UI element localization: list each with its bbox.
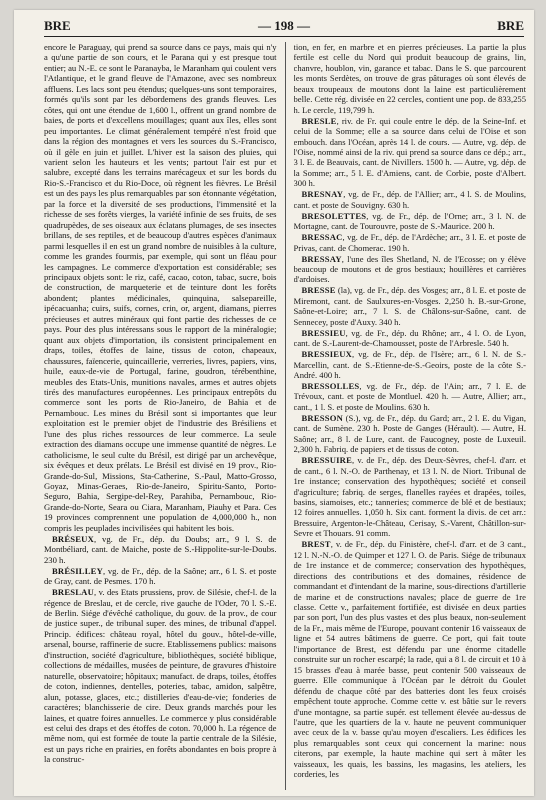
entry-headword: BRESSON: [301, 412, 344, 423]
left-column: [44, 42, 277, 790]
dictionary-entry: [294, 413, 527, 455]
page-number: — 198 —: [258, 18, 310, 33]
dictionary-entry: [294, 232, 527, 253]
entry-text: , vg. de Fr., dép. du Rhône; arr., 4 l. O. de Lyon, cant. de S.-Laurent-de-Chamousset, poste de l'Arbresle. 540 h.: [293, 327, 526, 349]
entry-text: , vg. de Fr., dép. de l'Orne; arr., 3 l. N. de Mortagne, cant. de Tourouvre, poste de S.-Maurice. 200 h.: [293, 210, 526, 232]
dictionary-entry: [294, 285, 527, 327]
dictionary-entry: [44, 534, 277, 565]
dictionary-entry: [294, 189, 527, 210]
entry-headword: BRESOLETTES: [301, 210, 367, 221]
entry-text: (S.), vg. de Fr., dép. du Gard; arr., 2 l. E. du Vigan, cant. de Sumène. 230 h. Poste de Ganges (Hérault). — Autre, H. Saône; arr., 8 l. de Lure, cant. de Faucogney, poste de Luxeuil. 2,300 h. Fabriq. de papiers et de tissus de coton.: [293, 412, 526, 455]
dictionary-entry: [294, 211, 527, 232]
entry-headword: BRESLE: [301, 115, 337, 126]
entry-headword: BRESSOLLES: [301, 381, 360, 391]
running-header: [44, 16, 524, 36]
entry-headword: BRESNAY: [301, 189, 344, 200]
paragraph-continuation: tion, en fer, en marbre et en pierres précieuses. La partie la plus fertile est celle du Nord qui produit beaucoup de grains, lin, chanvre, houblon, vin, garance et tabac. Dans le S. que parcourent les monts Serdètes, on trouve de gras pâturages où sont élevés de beaux troupeaux de moutons dont la laine est particulièrement belle. Cette rég. divisée en 22 cercles, contient une pop. de 833,255 h. Le cercle, 119,799 h.: [293, 42, 526, 115]
entry-text: , riv. de Fr. qui coule entre le dép. de la Seine-Inf. et celui de la Somme; elle a sa source dans celui de l'Oise et son embouch. dans l'Océan, après 14 l. de cours. — Autre, vg. dép. de l'Oise, nommé ainsi de la riv. qui prend sa source dans ce dép.; arr., 3 l. E. de Beauvais, cant. de Nivillers. 1500 h. — Autre, vg. dép. de la Somme; arr., 5 l. E. d'Amiens, cant. de Corbie, poste d'Albert. 300 h.: [293, 115, 526, 189]
paragraph-continuation: encore le Paraguay, qui prend sa source dans ce pays, mais qui n'y a qu'une partie de son cours, et le Parana qui y est presque tout entier; au N.-E. ce sont le Paranayba, le Maranham qui coulent vers l'Atlantique, et le grand fleuve de l'Amazone, avec ses nombreux affluens. Les lacs sont peu étendus; quelques-uns sont temporaires, formés qu'ils sont par les débordemens des grands fleuves. Les côtes, qui ont une étendue de 1,600 l., offrent un grand nombre de baies, de ports et d'excellens mouillages; quant aux îles, elles sont peu importantes. Le climat généralement tempéré n'est froid que dans la région des montagnes et vers les sources du S.-Francisco, où il gèle en juin et juillet. L'hiver est la saison des pluies, qui varient selon les hauteurs et les vents; partout l'air est pur et salubre, excepté dans les terrains marécageux et sur les bords du Rio-S.-Francisco et du Rio-Doce, où règnent les fièvres. Le Brésil est un des pays les plus remarquables par son étonnante végétation, par la force et la diversité de ses productions, l'immensité et la richesse de ses forêts vierges, la variété infinie de ses fruits, de ses quadrupèdes, de ses oiseaux aux éclatans plumages, de ses insectes brillans, de ses reptiles, et de beaucoup d'autres espèces d'animaux parmi lesquelles il en est un grand nombre de nuisibles à la culture, comme les grandes fourmis, par exemple, qui sont un fléau pour les campagnes. Le commerce d'exportation est considérable; ses principaux objets sont: le riz, café, cacao, coton, tabac, sucre, bois de construction, de marqueterie et de teinture dont les forêts abondent; plantes médicinales, quinquina, salsepareille, ipécacuanha; cuirs, suifs, cornes, crin, or, argent, diamans, pierres précieuses et autres minéraux qui font partie des richesses de ce pays. Pour des plus intéressans sous le rapport de la minéralogie; quant aux objets d'importation, ils consistent principalement en draps, toiles, étoffes de laine, tissus de coton, chapeaux, chaussures, faïencerie, quincaillerie, verreries, livres, papiers, vins, huile, eaux-de-vie de Portugal, farine, goudron, térébenthine, meubles des Etats-Unis, munitions navales, armes et autres objets tirés des manufactures européennes. Les principaux entrepôts du commerce sont les ports de Rio-Janeiro, de Bahia et de Pernambouc. Les mines du Brésil sont si importantes que leur exploitation est le premier objet de l'industrie des Brésiliens et l'une des plus riches ressources de leur commerce. La seule extraction des diamans occupe une immense quantité de nègres. Le catholicisme, le seul culte du Brésil, est dirigé par un archevêque, six évêques et deux prélats. Le Brésil est divisé en 19 prov., Rio-Grande-do-Sul, Missions, Sta-Catherine, S.-Paul, Matto-Grosso, Goyaz, Minas-Geraes, Rio-de-Janeiro, Spiritu-Santo, Porto-Seguro, Bahia, Sergipe-del-Rey, Parahiba, Pernambouc, Rio-Grande-do-Norte, Seara ou Ciara, Maranham, Piauhy et Para. Ces 19 provinces comprennent une population de 4,000,000 h., non compris les peuplades incivilisées qui habitent les bois.: [44, 42, 277, 533]
header-left-keyword: BRE: [44, 18, 71, 33]
dictionary-entry: [44, 566, 277, 587]
entry-headword: BRESSAC: [301, 232, 343, 243]
entry-headword: BRESSAY: [301, 253, 342, 264]
right-column: [294, 42, 527, 790]
entry-headword: BRÉSILLEY: [52, 565, 103, 576]
entry-text: , vg. de Fr., dép. de l'Allier; arr., 4 l. S. de Moulins, cant. et poste de Souvigny. 630 h.: [293, 189, 526, 210]
entry-text: , vg. de Fr., dép. du Doubs; arr., 9 l. S. de Montbéliard, cant. de Maiche, poste de S.-Hippolite-sur-le-Doubs. 230 h.: [44, 533, 277, 565]
dictionary-entry: [294, 349, 527, 380]
entry-text: , v. des Etats prussiens, prov. de Silésie, chef-l. de la régence de Breslau, et de cercle, rive gauche de l'Oder, 70 l. S.-E. de Berlin. Siége d'évêché catholique, du gouv. de la prov., de cour de justice super., de tribunal super. des mines, de tribunal d'appel. Princip. édifices: château royal, hôtel du gouv., hôtel-de-ville, arsenal, bourse, raffinerie de sucre. Etablissemens publics: maisons d'instruction, société d'agriculture, bibliothèques, société biblique, collections de médailles, musées de peinture, de gravures d'histoire naturelle, observatoire; hôpitaux; manufact. de draps, toiles, étoffes de coton, indiennes, dentelles, poteries, tabac, amidon, salpêtre, alun, potasse, glaces, etc.; distilleries d'eau-de-vie; fonderies de caractères; blanchisserie de cire. Deux grands marchés pour les laines, et quatre foires annuelles. Le commerce y plus considérable est celui des draps et des étoffes de coton. 70,000 h. La régence de même nom, qui est formée de toute la partie centrale de la Silésie, est un pays riche en prairies, en forêts abondantes en bois propre à la construc-: [44, 587, 277, 765]
entry-text: , vg. de Fr., dép. de l'Isère; arr., 6 l. N. de S.-Marcellin, cant. de S.-Etienne-de-S.-Geoirs, poste de la côte S.-André. 400 h.: [293, 349, 526, 381]
entry-headword: BRESSIEU: [301, 327, 346, 338]
entry-text: , v. de Fr., dép. du Finistère, chef-l. d'arr. et de 3 cant., 12 l. N.-N.-O. de Quimper et 127 l. O. de Paris. Siége de tribunaux de 1re instance et de commerce; conservation des hypothèques, directions des contributions et des domaines, résidence de commandant et d'intendant de la marine, sous-directions d'artillerie de marine et de constructions navales; place de guerre de 1re classe. Cette v., parfaitement fortifiée, est divisée en deux parties par son port, l'un des plus vastes et des plus beaux, non-seulement de la Fr., mais même de l'Europe, pouvant contenir 16 vaisseaux de ligne et 54 autres bâtimens de guerre. Ce port, qui fait toute l'importance de Brest, est défendu par une énorme citadelle construite sur un rocher escarpé; la rade, qui a 8 l. de circuit et 10 à 15 brasses d'eau à marée basse, peut contenir 500 vaisseaux de guerre. Elle communique à l'Océan par le détroit du Goulet défendu de chaque côté par des batteries dont les feux croisés empêchent toute approche. Comme cette v. est bâtie sur le revers d'une montagne, sa partie supér. est tellement élevée au-dessus de l'autre, que les quartiers de la v. haute ne peuvent communiquer avec ceux de la v. basse qu'au moyen d'escaliers. Les édifices les plus remarquables sont ceux qui concernent la marine: nous citerons, par exemple, la haute machine qui sert à mâter les vaisseaux, les quais, les bassins, les magasins, les ateliers, les corderies, les: [293, 539, 526, 780]
header-rule: [44, 36, 524, 37]
text-columns: [44, 42, 526, 790]
dictionary-entry: [294, 116, 527, 189]
entry-text: , vg. de Fr., dép. de l'Ardèche; arr., 3 l. E. et poste de Privas, cant. de Chomerac. 190 h.: [293, 232, 526, 253]
entry-text: (la), vg. de Fr., dép. des Vosges; arr., 8 l. E. et poste de Miremont, cant. de Saulxures-en-Vosges. 2,250 h. B.-sur-Grone, Saône-et-Loire; arr., 7 l. S. de Châlons-sur-Saône, cant. de Sennecey, poste d'Auxy. 340 h.: [293, 285, 526, 327]
entry-headword: BREST: [301, 539, 331, 550]
dictionary-entry: [294, 381, 527, 412]
dictionary-entry: [294, 254, 527, 285]
dictionary-entry: [294, 455, 527, 539]
entry-headword: BRÉSEUX: [52, 533, 94, 544]
dictionary-entry: [294, 539, 527, 779]
entry-headword: BRESSUIRE: [301, 455, 353, 466]
entry-text: , vg. de Fr., dép. de l'Ain; arr., 7 l. E. de Trévoux, cant. et poste de Montluel. 420 h. — Autre, Allier; arr., cant., 1 l. S. et poste de Moulins. 630 h.: [293, 381, 526, 412]
dictionary-entry: [44, 587, 277, 765]
entry-text: , v. de Fr., dép. des Deux-Sèvres, chef-l. d'arr. et de cant., 6 l. N.-O. de Parthenay, et 13 l. N. de Niort. Tribunal de 1re instance; conservation des hypothèques; société et conseil d'agriculture; fabriq. de serges, flanelles rayées et drapées, toiles, basins, siamoises, etc.; tanneries; commerce de blé et de bestiaux; 12 foires annuelles. 1,050 h. Six cant. forment la divis. de cet arr.: Bressuire, Argenton-le-Château, Cerisay, S.-Varent, Châtillon-sur-Sevre et Thouars. 91 comm.: [293, 455, 526, 539]
entry-headword: BRESSE: [301, 285, 336, 296]
entry-text: , vg. de Fr., dép. de la Saône; arr., 6 l. S. et poste de Gray, cant. de Pesmes. 170 h.: [44, 565, 277, 587]
dictionary-entry: [294, 328, 527, 349]
entry-headword: BRESLAU: [52, 587, 94, 598]
dictionary-page: [14, 10, 534, 796]
header-right-keyword: BRE: [497, 18, 524, 33]
column-divider: [285, 42, 286, 790]
entry-headword: BRESSIEUX: [301, 349, 353, 360]
entry-text: , l'une des îles Shetland, N. de l'Ecosse; on y élève beaucoup de moutons et de gros bestiaux; houillères et carrières d'ardoises.: [293, 253, 526, 285]
